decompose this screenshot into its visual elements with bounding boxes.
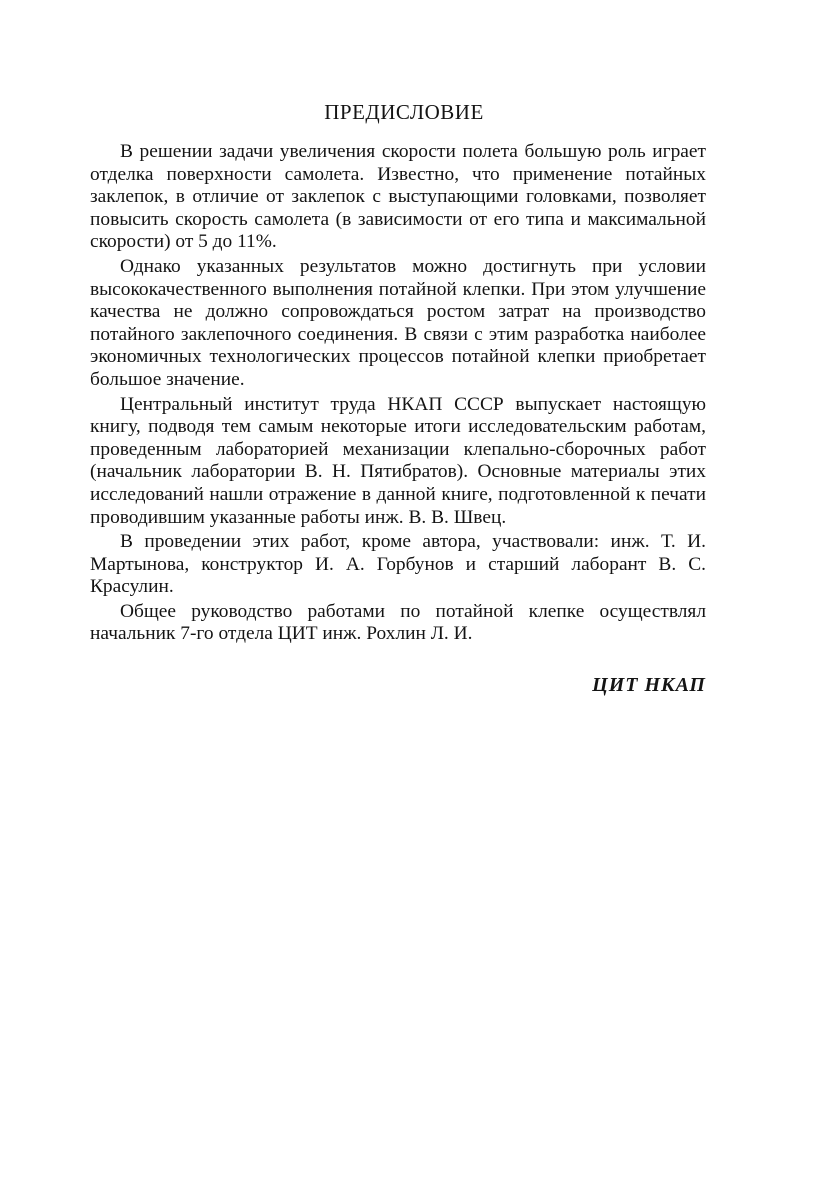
paragraph-2: Однако указанных результатов можно достигнуть при условии высококачественного выполнения потайной клепки. При этом улучшение качества не должно сопровождаться ростом затрат на производство потайного заклепочного соединения. В связи с этим разработка наиболее экономичных технологических процессов потайной клепки приобретает большое значение. — [90, 255, 706, 390]
signature: ЦИТ НКАП — [592, 674, 706, 697]
paragraph-3: Центральный институт труда НКАП СССР выпускает настоящую книгу, подводя тем самым некоторые итоги исследовательским работам, проведенным лабораторией механизации клепально-сборочных работ (начальник лаборатории В. Н. Пятибратов). Основные материалы этих исследований нашли отражение в данной книге, подготовленной к печати проводившим указанные работы инж. В. В. Швец. — [90, 393, 706, 528]
document-page — [90, 100, 706, 697]
paragraph-5: Общее руководство работами по потайной клепке осуществлял начальник 7-го отдела ЦИТ инж. Рохлин Л. И. — [90, 600, 706, 645]
paragraph-1: В решении задачи увеличения скорости полета большую роль играет отделка поверхности самолета. Известно, что применение потайных заклепок, в отличие от заклепок с выступающими головками, позволяет повысить скорость самолета (в зависимости от его типа и максимальной скорости) от 5 до 11%. — [90, 141, 706, 253]
paragraph-4: В проведении этих работ, кроме автора, участвовали: инж. Т. И. Мартынова, конструктор И. А. Горбунов и старший лаборант В. С. Красулин. — [90, 531, 706, 598]
page-title: ПРЕДИСЛОВИЕ — [324, 100, 484, 124]
